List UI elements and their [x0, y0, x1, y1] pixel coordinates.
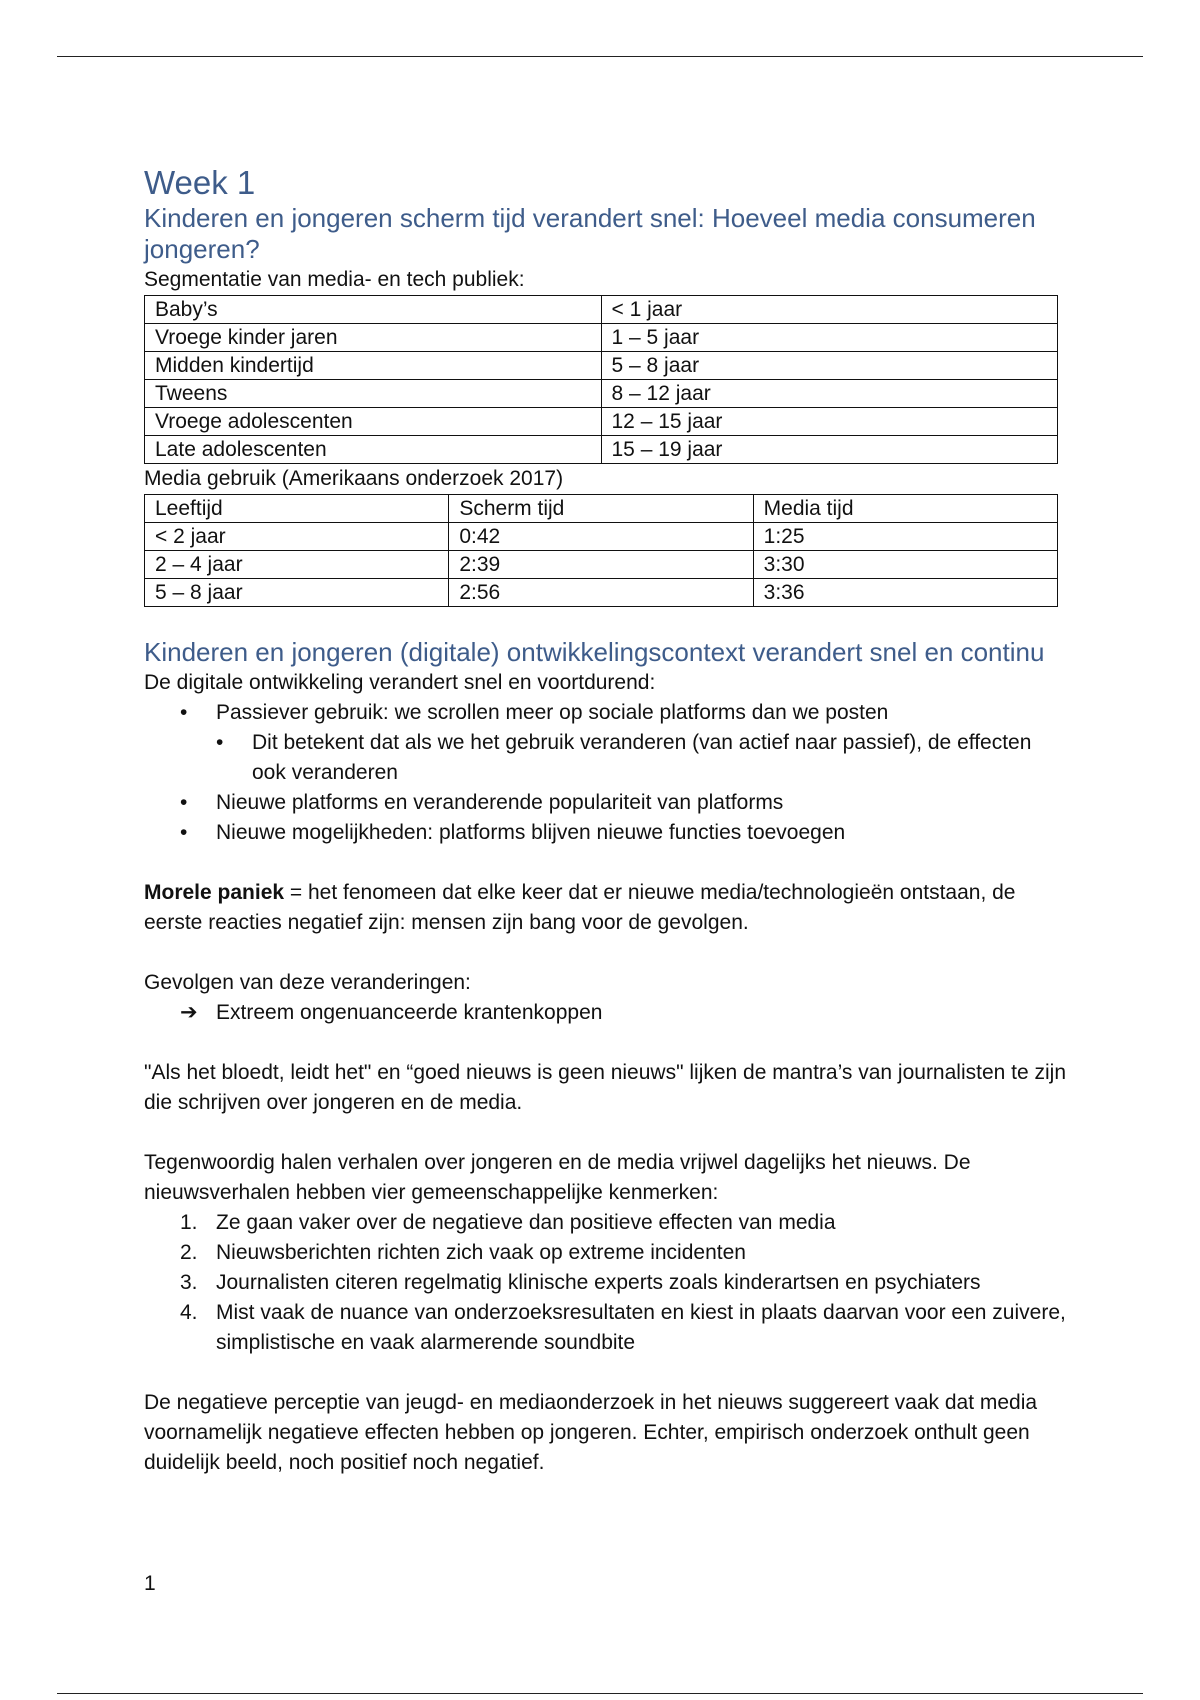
segment-age: 1 – 5 jaar: [601, 324, 1058, 352]
segment-table: [144, 295, 1058, 464]
list-item: [144, 728, 1068, 788]
column-header: Leeftijd: [145, 495, 449, 523]
segment-age: 5 – 8 jaar: [601, 352, 1058, 380]
list-item: [144, 788, 1068, 818]
bullet-icon: •: [180, 701, 188, 724]
list-item-text: Mist vaak de nuance van onderzoeksresultaten en kiest in plaats daarvan voor een zuivere, simplistische en vaak alarmerende soundbite: [216, 1301, 1066, 1354]
list-item-text: Dit betekent dat als we het gebruik veranderen (van actief naar passief), de effecten ook veranderen: [252, 731, 1032, 784]
spacer: [144, 1118, 1068, 1148]
segment-age: 8 – 12 jaar: [601, 380, 1058, 408]
spacer: [144, 938, 1068, 968]
usage-screen-time: 2:39: [449, 551, 753, 579]
list-item-text: Nieuwe platforms en veranderende populariteit van platforms: [216, 791, 784, 814]
usage-label: Media gebruik (Amerikaans onderzoek 2017): [144, 467, 564, 490]
table-row: [145, 352, 1058, 380]
bullet-list: [144, 698, 1068, 848]
segment-group: Tweens: [145, 380, 602, 408]
spacer: [144, 607, 1068, 637]
bullet-icon: •: [216, 731, 224, 754]
usage-age: 5 – 8 jaar: [145, 579, 449, 607]
list-number: 4.: [180, 1301, 198, 1324]
usage-media-time: 3:36: [753, 579, 1057, 607]
table-row: [145, 324, 1058, 352]
list-number: 1.: [180, 1211, 198, 1234]
arrow-right-icon: ➔: [180, 1001, 198, 1024]
table-row: [145, 551, 1058, 579]
table-row: [145, 296, 1058, 324]
usage-table: [144, 494, 1058, 607]
page-number: 1: [144, 1572, 156, 1595]
list-item: [144, 1208, 1068, 1238]
list-item: [144, 818, 1068, 848]
list-item-text: Nieuwe mogelijkheden: platforms blijven nieuwe functies toevoegen: [216, 821, 846, 844]
segment-group: Midden kindertijd: [145, 352, 602, 380]
section2-heading: Kinderen en jongeren (digitale) ontwikkelingscontext verandert snel en continu: [144, 637, 1045, 667]
usage-screen-time: 0:42: [449, 523, 753, 551]
usage-media-time: 3:30: [753, 551, 1057, 579]
spacer: [144, 1358, 1068, 1388]
table-row: [145, 523, 1058, 551]
usage-age: < 2 jaar: [145, 523, 449, 551]
segment-group: Late adolescenten: [145, 436, 602, 464]
column-header: Scherm tijd: [449, 495, 753, 523]
table-row: [145, 579, 1058, 607]
segment-group: Vroege kinder jaren: [145, 324, 602, 352]
segment-group: Baby’s: [145, 296, 602, 324]
arrow-item-text: Extreem ongenuanceerde krantenkoppen: [216, 1001, 603, 1024]
spacer: [144, 1028, 1068, 1058]
table-header-row: [145, 495, 1058, 523]
numbered-list: [144, 1208, 1068, 1358]
segment-group: Vroege adolescenten: [145, 408, 602, 436]
bullet-icon: •: [180, 821, 188, 844]
moral-panic-term: Morele paniek: [144, 881, 285, 904]
usage-screen-time: 2:56: [449, 579, 753, 607]
document-body: [144, 163, 1068, 1478]
closing-paragraph: De negatieve perceptie van jeugd- en mediaonderzoek in het nieuws suggereert vaak dat media voornamelijk negatieve effecten hebben op jongeren. Echter, empirisch onderzoek onthult geen duidelijk beeld, noch positief noch negatief.: [144, 1391, 1038, 1474]
column-header: Media tijd: [753, 495, 1057, 523]
list-number: 2.: [180, 1241, 198, 1264]
list-item: [144, 698, 1068, 728]
section2-intro: De digitale ontwikkeling verandert snel en voortdurend:: [144, 671, 656, 694]
news-paragraph: Tegenwoordig halen verhalen over jongeren en de media vrijwel dagelijks het nieuws. De nieuwsverhalen hebben vier gemeenschappelijke kenmerken:: [144, 1151, 971, 1204]
quote-paragraph: "Als het bloedt, leidt het" en “goed nieuws is geen nieuws" lijken de mantra’s van journalisten te zijn die schrijven over jongeren en de media.: [144, 1061, 1067, 1114]
list-number: 3.: [180, 1271, 198, 1294]
moral-panic-paragraph: [144, 878, 1068, 938]
list-item-text: Passiever gebruik: we scrollen meer op sociale platforms dan we posten: [216, 701, 889, 724]
bullet-icon: •: [180, 791, 188, 814]
footer-rule: [57, 1693, 1143, 1694]
usage-age: 2 – 4 jaar: [145, 551, 449, 579]
table-row: [145, 380, 1058, 408]
list-item-text: Nieuwsberichten richten zich vaak op extreme incidenten: [216, 1241, 746, 1264]
table-row: [145, 436, 1058, 464]
list-item-text: Ze gaan vaker over de negatieve dan positieve effecten van media: [216, 1211, 836, 1234]
list-item: [144, 1268, 1068, 1298]
segment-age: 12 – 15 jaar: [601, 408, 1058, 436]
list-item: [144, 1238, 1068, 1268]
segment-age: < 1 jaar: [601, 296, 1058, 324]
list-item-text: Journalisten citeren regelmatig klinische experts zoals kinderartsen en psychiaters: [216, 1271, 981, 1294]
section1-heading: Kinderen en jongeren scherm tijd verandert snel: Hoeveel media consumeren jongeren?: [144, 203, 1036, 264]
moral-panic-definition: = het fenomeen dat elke keer dat er nieuwe media/technologieën ontstaan, de eerste reacties negatief zijn: mensen zijn bang voor de gevolgen.: [144, 881, 1016, 934]
page-title: Week 1: [144, 164, 256, 201]
segment-age: 15 – 19 jaar: [601, 436, 1058, 464]
segment-label: Segmentatie van media- en tech publiek:: [144, 268, 525, 291]
header-rule: [57, 56, 1143, 57]
usage-media-time: 1:25: [753, 523, 1057, 551]
table-row: [145, 408, 1058, 436]
consequences-label: Gevolgen van deze veranderingen:: [144, 971, 471, 994]
arrow-list-item: [144, 998, 1068, 1028]
spacer: [144, 848, 1068, 878]
list-item: [144, 1298, 1068, 1358]
